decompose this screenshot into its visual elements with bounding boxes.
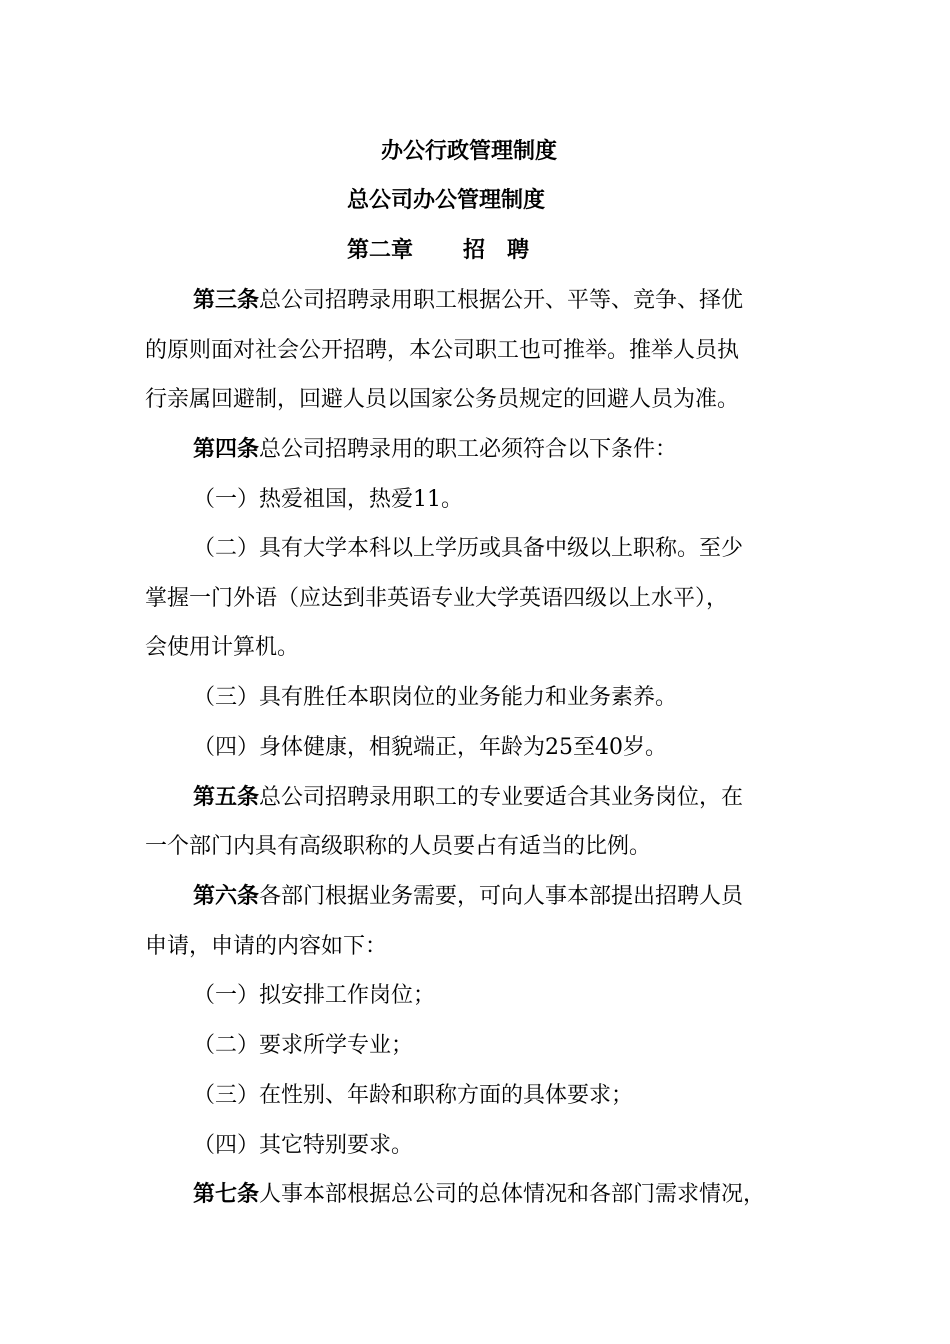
chapter-number: 第二章 [347,238,414,263]
article-4-line-1: 第四条总公司招聘录用的职工必须符合以下条件： [193,437,678,462]
article-6-item-4: （四）其它特别要求。 [193,1133,414,1158]
chapter-heading [347,236,529,266]
chapter-name-char-2: 聘 [507,238,530,263]
article-6-item-1: （一）拟安排工作岗位； [193,983,436,1008]
article-4-item-2-line-2: 掌握一门外语（应达到非英语专业大学英语四级以上水平）， [145,586,729,611]
article-3-line-3: 行亲属回避制，回避人员以国家公务员规定的回避人员为准。 [145,387,740,412]
document-title: 办公行政管理制度 [381,139,558,164]
article-4-item-1: （一）热爱祖国，热爱11。 [193,487,463,512]
article-7-label: 第七条 [193,1182,260,1207]
article-6-line-2: 申请，申请的内容如下： [145,934,388,959]
document-subtitle: 总公司办公管理制度 [347,188,546,213]
article-5-line-2: 一个部门内具有高级职称的人员要占有适当的比例。 [145,834,652,859]
article-4-label: 第四条 [193,437,260,462]
article-4-item-2-line-3: 会使用计算机。 [145,635,300,660]
article-4-item-2-line-1: （二）具有大学本科以上学历或具备中级以上职称。至少 [193,536,744,561]
article-4-item-4: （四）身体健康，相貌端正，年龄为25至40岁。 [193,735,667,760]
article-5-label: 第五条 [193,785,260,810]
article-3-line-1: 第三条总公司招聘录用职工根据公开、平等、竞争、择优 [193,288,744,313]
article-3-line-2: 的原则面对社会公开招聘，本公司职工也可推举。推举人员执 [145,338,740,363]
article-6-label: 第六条 [193,884,260,909]
article-6-line-1: 第六条各部门根据业务需要，可向人事本部提出招聘人员 [193,884,744,909]
article-6-item-3: （三）在性别、年龄和职称方面的具体要求； [193,1083,634,1108]
article-4-item-3: （三）具有胜任本职岗位的业务能力和业务素养。 [193,685,678,710]
article-6-item-2: （二）要求所学专业； [193,1033,414,1058]
chapter-name-char-1: 招 [463,238,486,263]
article-7-line-1: 第七条人事本部根据总公司的总体情况和各部门需求情况， [193,1182,766,1207]
article-5-line-1: 第五条总公司招聘录用职工的专业要适合其业务岗位，在 [193,785,744,810]
article-3-label: 第三条 [193,288,260,313]
